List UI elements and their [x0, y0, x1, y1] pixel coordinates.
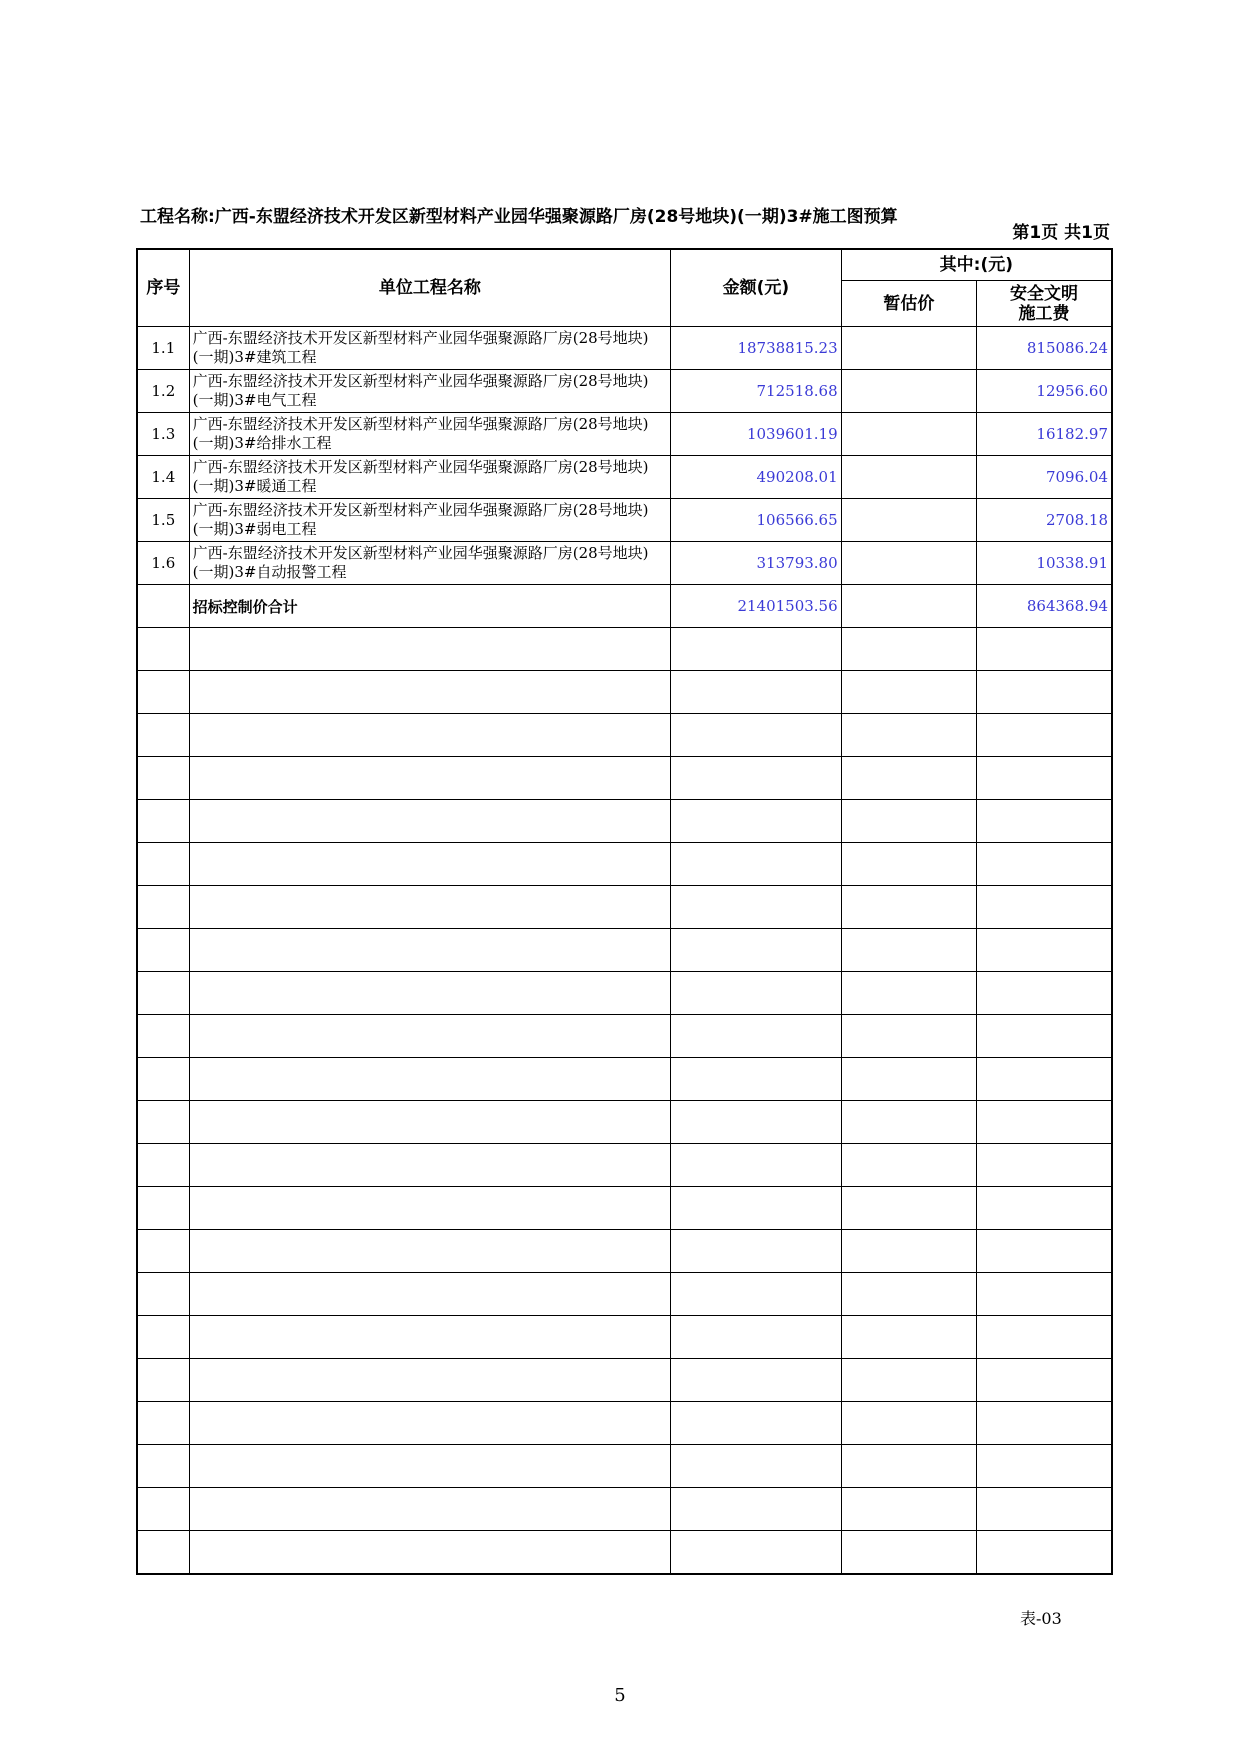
empty-cell [671, 886, 842, 929]
empty-cell [137, 714, 189, 757]
empty-cell [977, 886, 1112, 929]
empty-cell [977, 757, 1112, 800]
empty-row [137, 1101, 1112, 1144]
row-safety-fee: 7096.04 [977, 456, 1112, 499]
empty-cell [841, 1101, 976, 1144]
empty-cell [841, 1359, 976, 1402]
empty-cell [137, 1531, 189, 1575]
empty-cell [671, 1359, 842, 1402]
row-amount: 106566.65 [671, 499, 842, 542]
row-amount: 18738815.23 [671, 327, 842, 370]
empty-cell [841, 714, 976, 757]
empty-cell [671, 1187, 842, 1230]
empty-cell [189, 929, 670, 972]
row-provisional [841, 456, 976, 499]
empty-cell [189, 1058, 670, 1101]
empty-cell [841, 1531, 976, 1575]
row-provisional [841, 370, 976, 413]
empty-cell [189, 886, 670, 929]
empty-cell [977, 800, 1112, 843]
empty-cell [671, 1101, 842, 1144]
row-name: 广西-东盟经济技术开发区新型材料产业园华强聚源路厂房(28号地块)(一期)3#弱电工程 [189, 499, 670, 542]
empty-cell [189, 1488, 670, 1531]
empty-cell [841, 1402, 976, 1445]
empty-cell [671, 1531, 842, 1575]
empty-cell [671, 1445, 842, 1488]
empty-cell [137, 1488, 189, 1531]
empty-cell [189, 1445, 670, 1488]
empty-cell [189, 1316, 670, 1359]
empty-cell [137, 1187, 189, 1230]
page-number: 5 [614, 1685, 626, 1706]
row-seq: 1.6 [137, 542, 189, 585]
empty-cell [137, 1230, 189, 1273]
empty-cell [137, 628, 189, 671]
empty-cell [841, 1187, 976, 1230]
empty-cell [189, 1144, 670, 1187]
total-amount: 21401503.56 [671, 585, 842, 628]
empty-cell [977, 1101, 1112, 1144]
empty-cell [841, 1058, 976, 1101]
empty-cell [137, 1359, 189, 1402]
empty-row [137, 1015, 1112, 1058]
empty-cell [977, 1402, 1112, 1445]
empty-row [137, 1187, 1112, 1230]
empty-cell [841, 1230, 976, 1273]
empty-cell [137, 1402, 189, 1445]
empty-cell [841, 1273, 976, 1316]
table-row [137, 370, 1112, 413]
empty-cell [137, 1445, 189, 1488]
row-safety-fee: 16182.97 [977, 413, 1112, 456]
empty-cell [977, 929, 1112, 972]
row-safety-fee: 12956.60 [977, 370, 1112, 413]
row-safety-fee: 815086.24 [977, 327, 1112, 370]
empty-cell [841, 1144, 976, 1187]
empty-cell [977, 1273, 1112, 1316]
empty-cell [137, 1101, 189, 1144]
table-row [137, 542, 1112, 585]
row-name: 广西-东盟经济技术开发区新型材料产业园华强聚源路厂房(28号地块)(一期)3#电气工程 [189, 370, 670, 413]
empty-cell [137, 843, 189, 886]
empty-cell [671, 714, 842, 757]
empty-cell [977, 843, 1112, 886]
empty-cell [977, 1445, 1112, 1488]
empty-cell [189, 1273, 670, 1316]
total-safety-fee: 864368.94 [977, 585, 1112, 628]
empty-cell [671, 757, 842, 800]
empty-row [137, 1144, 1112, 1187]
row-name: 广西-东盟经济技术开发区新型材料产业园华强聚源路厂房(28号地块)(一期)3#暖通工程 [189, 456, 670, 499]
empty-cell [841, 1488, 976, 1531]
empty-cell [977, 671, 1112, 714]
project-title: 工程名称:广西-东盟经济技术开发区新型材料产业园华强聚源路厂房(28号地块)(一期)3#施工图预算 [140, 207, 898, 227]
empty-cell [189, 1187, 670, 1230]
empty-row [137, 886, 1112, 929]
empty-cell [977, 1488, 1112, 1531]
empty-cell [671, 1015, 842, 1058]
empty-cell [189, 1531, 670, 1575]
empty-row [137, 714, 1112, 757]
empty-cell [841, 800, 976, 843]
empty-cell [841, 843, 976, 886]
empty-cell [671, 1273, 842, 1316]
table-row [137, 499, 1112, 542]
empty-cell [137, 972, 189, 1015]
empty-row [137, 972, 1112, 1015]
row-amount: 313793.80 [671, 542, 842, 585]
empty-cell [671, 1316, 842, 1359]
row-seq: 1.2 [137, 370, 189, 413]
header-of-which: 其中:(元) [841, 249, 1112, 281]
empty-cell [189, 972, 670, 1015]
empty-cell [841, 886, 976, 929]
table-code: 表-03 [1020, 1609, 1062, 1628]
table-row [137, 327, 1112, 370]
total-provisional [841, 585, 976, 628]
empty-cell [671, 1144, 842, 1187]
table-row [137, 456, 1112, 499]
empty-row [137, 1445, 1112, 1488]
empty-cell [137, 757, 189, 800]
empty-cell [671, 628, 842, 671]
empty-row [137, 800, 1112, 843]
empty-cell [977, 1058, 1112, 1101]
table-body [137, 327, 1112, 1575]
empty-cell [189, 1101, 670, 1144]
empty-cell [137, 671, 189, 714]
empty-cell [977, 972, 1112, 1015]
header-seq: 序号 [137, 249, 189, 327]
empty-cell [671, 800, 842, 843]
empty-cell [977, 1187, 1112, 1230]
empty-row [137, 1359, 1112, 1402]
empty-cell [137, 1144, 189, 1187]
empty-cell [671, 1402, 842, 1445]
empty-cell [189, 1359, 670, 1402]
empty-cell [671, 1488, 842, 1531]
empty-cell [977, 1015, 1112, 1058]
empty-row [137, 1531, 1112, 1575]
header-amount: 金额(元) [671, 249, 842, 327]
empty-row [137, 757, 1112, 800]
header-name: 单位工程名称 [189, 249, 670, 327]
row-seq: 1.5 [137, 499, 189, 542]
empty-row [137, 1230, 1112, 1273]
total-label: 招标控制价合计 [189, 585, 670, 628]
empty-cell [671, 671, 842, 714]
empty-cell [671, 1230, 842, 1273]
empty-cell [977, 1359, 1112, 1402]
empty-cell [137, 886, 189, 929]
empty-row [137, 843, 1112, 886]
row-provisional [841, 327, 976, 370]
empty-cell [671, 1058, 842, 1101]
page-info: 第1页 共1页 [1012, 223, 1110, 243]
row-safety-fee: 10338.91 [977, 542, 1112, 585]
empty-cell [137, 1273, 189, 1316]
empty-row [137, 671, 1112, 714]
row-provisional [841, 499, 976, 542]
empty-cell [841, 929, 976, 972]
empty-cell [841, 671, 976, 714]
row-amount: 712518.68 [671, 370, 842, 413]
empty-cell [841, 972, 976, 1015]
row-name: 广西-东盟经济技术开发区新型材料产业园华强聚源路厂房(28号地块)(一期)3#自动报警工程 [189, 542, 670, 585]
empty-row [137, 929, 1112, 972]
empty-row [137, 1488, 1112, 1531]
row-name: 广西-东盟经济技术开发区新型材料产业园华强聚源路厂房(28号地块)(一期)3#建筑工程 [189, 327, 670, 370]
total-seq [137, 585, 189, 628]
empty-cell [189, 671, 670, 714]
empty-cell [977, 1144, 1112, 1187]
row-amount: 490208.01 [671, 456, 842, 499]
empty-cell [977, 1316, 1112, 1359]
empty-cell [137, 1015, 189, 1058]
empty-cell [189, 757, 670, 800]
empty-cell [189, 1402, 670, 1445]
empty-cell [841, 1316, 976, 1359]
empty-cell [841, 1445, 976, 1488]
row-name: 广西-东盟经济技术开发区新型材料产业园华强聚源路厂房(28号地块)(一期)3#给排水工程 [189, 413, 670, 456]
empty-cell [977, 1531, 1112, 1575]
empty-cell [841, 757, 976, 800]
header-provisional: 暂估价 [841, 281, 976, 327]
empty-cell [671, 929, 842, 972]
row-amount: 1039601.19 [671, 413, 842, 456]
row-safety-fee: 2708.18 [977, 499, 1112, 542]
empty-cell [189, 1230, 670, 1273]
empty-row [137, 1402, 1112, 1445]
empty-cell [977, 1230, 1112, 1273]
empty-cell [189, 714, 670, 757]
empty-cell [189, 628, 670, 671]
row-provisional [841, 542, 976, 585]
empty-cell [841, 1015, 976, 1058]
empty-cell [137, 1316, 189, 1359]
row-seq: 1.1 [137, 327, 189, 370]
empty-cell [189, 1015, 670, 1058]
empty-cell [841, 628, 976, 671]
empty-cell [977, 714, 1112, 757]
total-row [137, 585, 1112, 628]
summary-table [136, 248, 1113, 1575]
empty-cell [137, 1058, 189, 1101]
header-safety-fee: 安全文明 施工费 [977, 281, 1112, 327]
empty-row [137, 628, 1112, 671]
empty-cell [137, 800, 189, 843]
empty-cell [189, 843, 670, 886]
empty-cell [671, 972, 842, 1015]
row-provisional [841, 413, 976, 456]
empty-cell [977, 628, 1112, 671]
row-seq: 1.3 [137, 413, 189, 456]
empty-row [137, 1273, 1112, 1316]
empty-cell [189, 800, 670, 843]
empty-cell [671, 843, 842, 886]
empty-row [137, 1058, 1112, 1101]
table-row [137, 413, 1112, 456]
empty-row [137, 1316, 1112, 1359]
empty-cell [137, 929, 189, 972]
row-seq: 1.4 [137, 456, 189, 499]
